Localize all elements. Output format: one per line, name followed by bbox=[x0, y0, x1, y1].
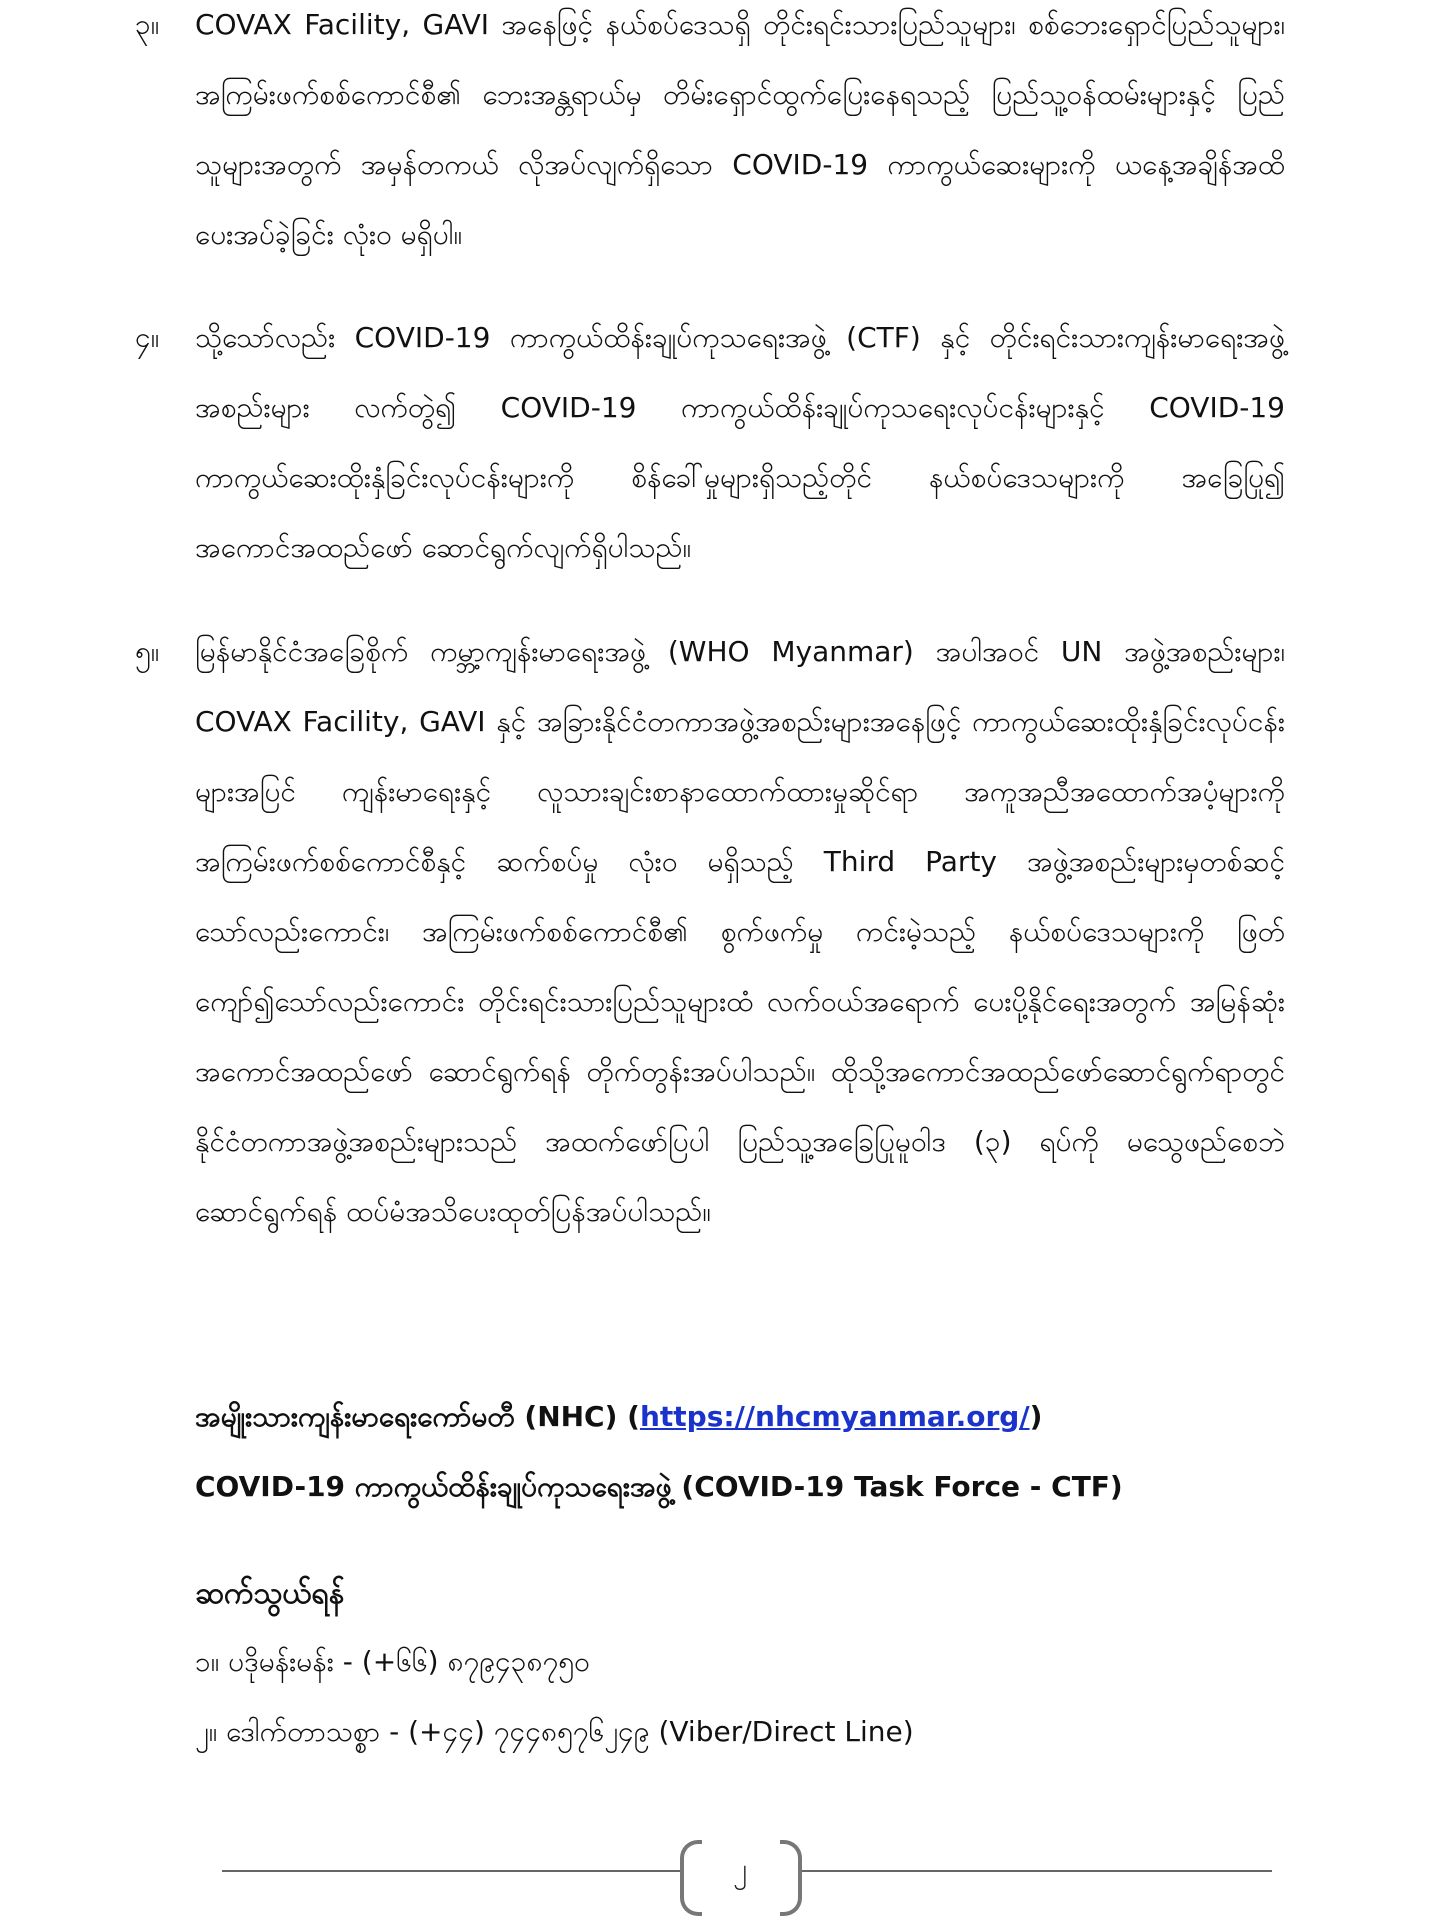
nhc-name: အမျိုးသားကျန်းမာရေးကော်မတီ (NHC) ( bbox=[195, 1400, 640, 1433]
footer-rule-left bbox=[222, 1870, 680, 1872]
page-number: ၂ bbox=[733, 1852, 747, 1885]
nhc-website-link[interactable]: https://nhcmyanmar.org/ bbox=[639, 1400, 1030, 1433]
paragraph-number: ၃။ bbox=[135, 8, 160, 41]
paragraph-number: ၄။ bbox=[135, 321, 160, 354]
paragraph-text: မြန်မာနိုင်ငံအခြေစိုက် ကမ္ဘာ့ကျန်းမာရေးအဖွဲ့ (WHO Myanmar) အပါအဝင် UN အဖွဲ့အစည်းများ၊ COVAX Facility, GAVI နှင့် အခြားနိုင်ငံတကာအဖွဲ့အစည်းများအနေဖြင့် ကာကွယ်ဆေးထိုးနှံခြင်းလုပ်ငန်းများအပြင် ကျန်းမာရေးနှင့် လူသားချင်းစာနာထောက်ထားမှုဆိုင်ရာ အကူအညီအထောက်အပံ့များကို အကြမ်းဖက်စစ်ကောင်စီနှင့် ဆက်စပ်မှု လုံးဝ မရှိသည့် Third Party အဖွဲ့အစည်းများမှတစ်ဆင့်သော်လည်းကောင်း၊ အကြမ်းဖက်စစ်ကောင်စီ၏ စွက်ဖက်မှု ကင်းမဲ့သည့် နယ်စပ်ဒေသများကို ဖြတ်ကျော်၍သော်လည်းကောင်း တိုင်းရင်းသားပြည်သူများထံ လက်ဝယ်အရောက် ပေးပို့နိုင်ရေးအတွက် အမြန်ဆုံးအကောင်အထည်ဖော် ဆောင်ရွက်ရန် တိုက်တွန်းအပ်ပါသည်။ ထိုသို့အကောင်အထည်ဖော်ဆောင်ရွက်ရာတွင် နိုင်ငံတကာအဖွဲ့အစည်းများသည် အထက်ဖော်ပြပါ ပြည်သူ့အခြေပြုမူဝါဒ (၃) ရပ်ကို မသွေဖည်စေဘဲ ဆောင်ရွက်ရန် ထပ်မံအသိပေးထုတ်ပြန်အပ်ပါသည်။ bbox=[195, 635, 1285, 1228]
paragraph-5 bbox=[135, 617, 1285, 1247]
paragraph-3 bbox=[135, 0, 1285, 270]
paragraph-number: ၅။ bbox=[135, 635, 160, 668]
paragraph-4 bbox=[135, 303, 1285, 583]
contact-line-1: ၁။ ပဒိုမန်းမန်း - (+၆၆) ၈၇၉၄၃၈၇၅၀ bbox=[195, 1645, 590, 1678]
footer-rule-right bbox=[802, 1870, 1272, 1872]
contact-heading: ဆက်သွယ်ရန် bbox=[195, 1576, 345, 1611]
signature-ctf: COVID-19 ကာကွယ်ထိန်းချုပ်ကုသရေးအဖွဲ့ (COVID-19 Task Force - CTF) bbox=[195, 1470, 1123, 1503]
footer-bracket-right bbox=[780, 1840, 802, 1916]
nhc-close-paren: ) bbox=[1029, 1400, 1043, 1433]
signature-nhc bbox=[195, 1398, 1042, 1440]
paragraph-text: COVAX Facility, GAVI အနေဖြင့် နယ်စပ်ဒေသရှိ တိုင်းရင်းသားပြည်သူများ၊ စစ်ဘေးရှောင်ပြည်သူများ၊ အကြမ်းဖက်စစ်ကောင်စီ၏ ဘေးအန္တရာယ်မှ တိမ်းရှောင်ထွက်ပြေးနေရသည့် ပြည်သူ့ဝန်ထမ်းများနှင့် ပြည်သူများအတွက် အမှန်တကယ် လိုအပ်လျက်ရှိသော COVID-19 ကာကွယ်ဆေးများကို ယနေ့အချိန်အထိ ပေးအပ်ခဲ့ခြင်း လုံးဝ မရှိပါ။ bbox=[195, 8, 1285, 251]
contact-line-2: ၂။ ဒေါက်တာသစ္စာ - (+၄၄) ၇၄၄၈၅၇၆၂၄၉ (Viber/Direct Line) bbox=[195, 1715, 914, 1748]
paragraph-text: သို့သော်လည်း COVID-19 ကာကွယ်ထိန်းချုပ်ကုသရေးအဖွဲ့ (CTF) နှင့် တိုင်းရင်းသားကျန်းမာရေးအဖွဲ့အစည်းများ လက်တွဲ၍ COVID-19 ကာကွယ်ထိန်းချုပ်ကုသရေးလုပ်ငန်းများနှင့် COVID-19 ကာကွယ်ဆေးထိုးနှံခြင်းလုပ်ငန်းများကို စိန်ခေါ်မှုများရှိသည့်တိုင် နယ်စပ်ဒေသများကို အခြေပြု၍ အကောင်အထည်ဖော် ဆောင်ရွက်လျက်ရှိပါသည်။ bbox=[195, 321, 1285, 564]
footer-bracket-left bbox=[680, 1840, 702, 1916]
